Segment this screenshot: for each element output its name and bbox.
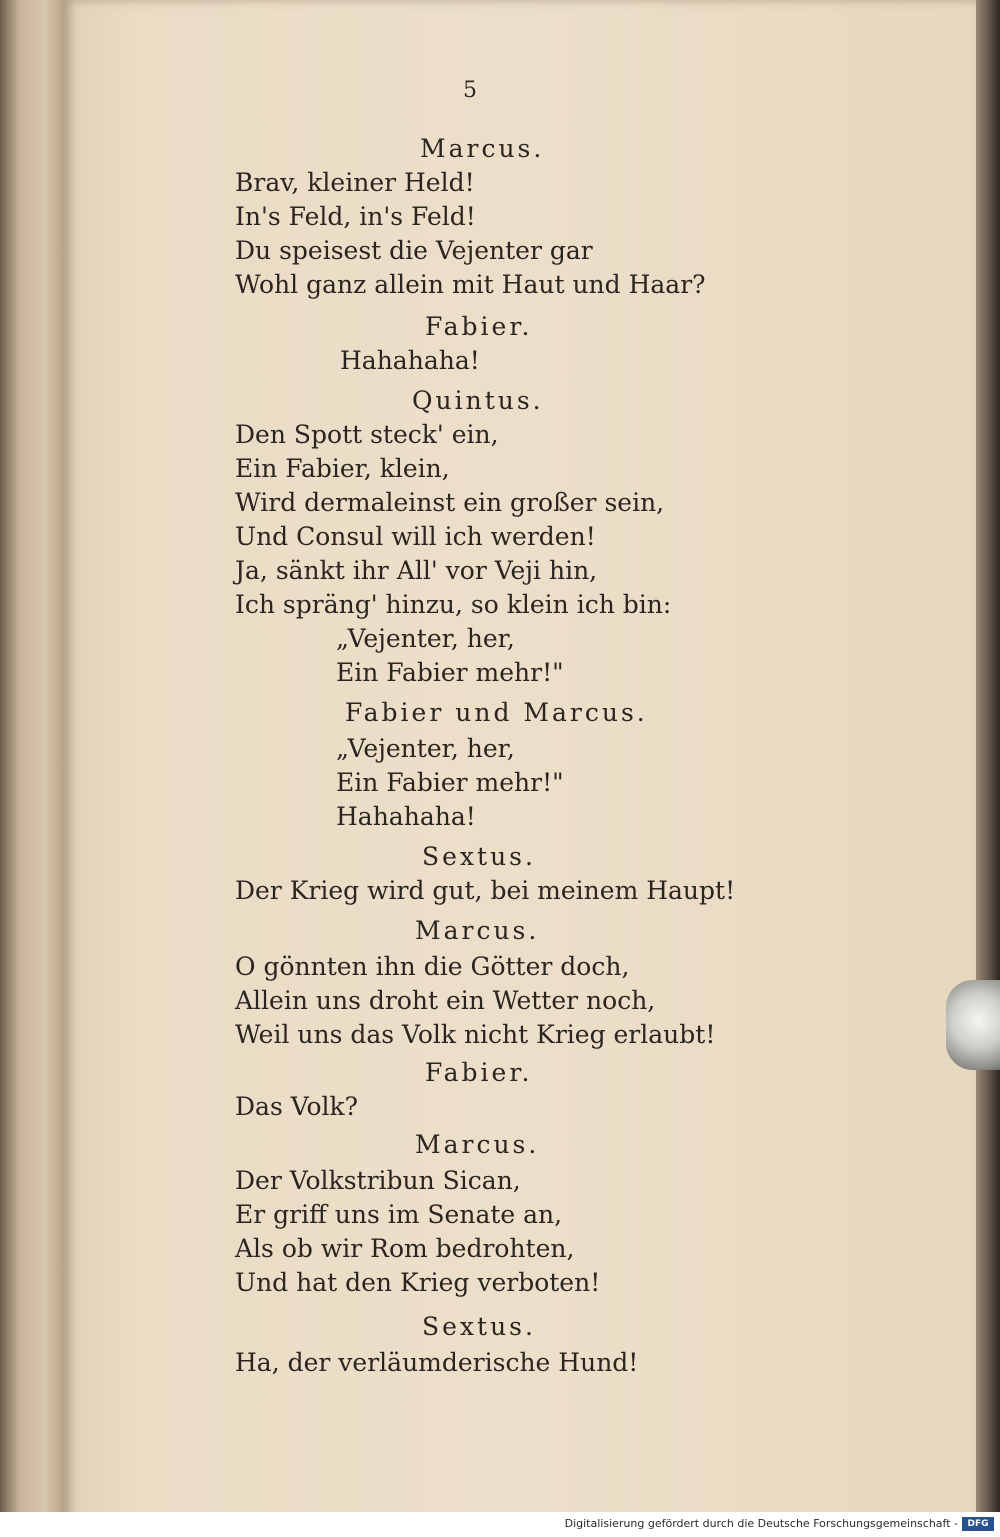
verse-line: Der Krieg wird gut, bei meinem Haupt! [235, 876, 736, 905]
speaker-name: Marcus. [420, 134, 545, 163]
verse-line: Als ob wir Rom bedrohten, [235, 1234, 575, 1263]
verse-line: Ja, sänkt ihr All' vor Veji hin, [235, 556, 598, 585]
verse-line: Ha, der verläumderische Hund! [235, 1348, 639, 1377]
verse-line: „Vejenter, her, [336, 734, 515, 763]
verse-line: Den Spott steck' ein, [235, 420, 499, 449]
verse-text [0, 120, 1000, 1400]
verse-line: Du speisest die Vejenter gar [235, 236, 593, 265]
verse-line: Das Volk? [235, 1092, 359, 1121]
verse-line: Ein Fabier mehr!" [336, 658, 564, 687]
page-number: 5 [463, 78, 477, 103]
verse-line: Ich spräng' hinzu, so klein ich bin: [235, 590, 672, 619]
verse-line: Allein uns droht ein Wetter noch, [235, 986, 656, 1015]
speaker-name: Fabier. [425, 312, 533, 341]
speaker-name: Marcus. [415, 1130, 540, 1159]
verse-line: O gönnten ihn die Götter doch, [235, 952, 630, 981]
verse-line: Und hat den Krieg verboten! [235, 1268, 601, 1297]
dfg-logo: DFG [962, 1517, 994, 1531]
verse-line: Wird dermaleinst ein großer sein, [235, 488, 665, 517]
verse-line: Ein Fabier, klein, [235, 454, 450, 483]
verse-line: In's Feld, in's Feld! [235, 202, 476, 231]
verse-line: Hahahaha! [340, 346, 480, 375]
verse-line: Er griff uns im Senate an, [235, 1200, 563, 1229]
verse-line: Und Consul will ich werden! [235, 522, 596, 551]
speaker-name: Fabier. [425, 1058, 533, 1087]
verse-line: Wohl ganz allein mit Haut und Haar? [235, 270, 706, 299]
verse-line: Brav, kleiner Held! [235, 168, 475, 197]
verse-line: Ein Fabier mehr!" [336, 768, 564, 797]
verse-line: Hahahaha! [336, 802, 476, 831]
footer-bar [0, 1512, 1000, 1537]
speaker-name: Fabier und Marcus. [345, 698, 648, 727]
verse-line: Der Volkstribun Sican, [235, 1166, 521, 1195]
speaker-name: Marcus. [415, 916, 540, 945]
speaker-name: Sextus. [422, 1312, 536, 1341]
footer-credit: Digitalisierung gefördert durch die Deutsche Forschungsgemeinschaft - [564, 1517, 958, 1530]
speaker-name: Sextus. [422, 842, 536, 871]
verse-line: „Vejenter, her, [336, 624, 515, 653]
verse-line: Weil uns das Volk nicht Krieg erlaubt! [235, 1020, 716, 1049]
speaker-name: Quintus. [412, 386, 544, 415]
